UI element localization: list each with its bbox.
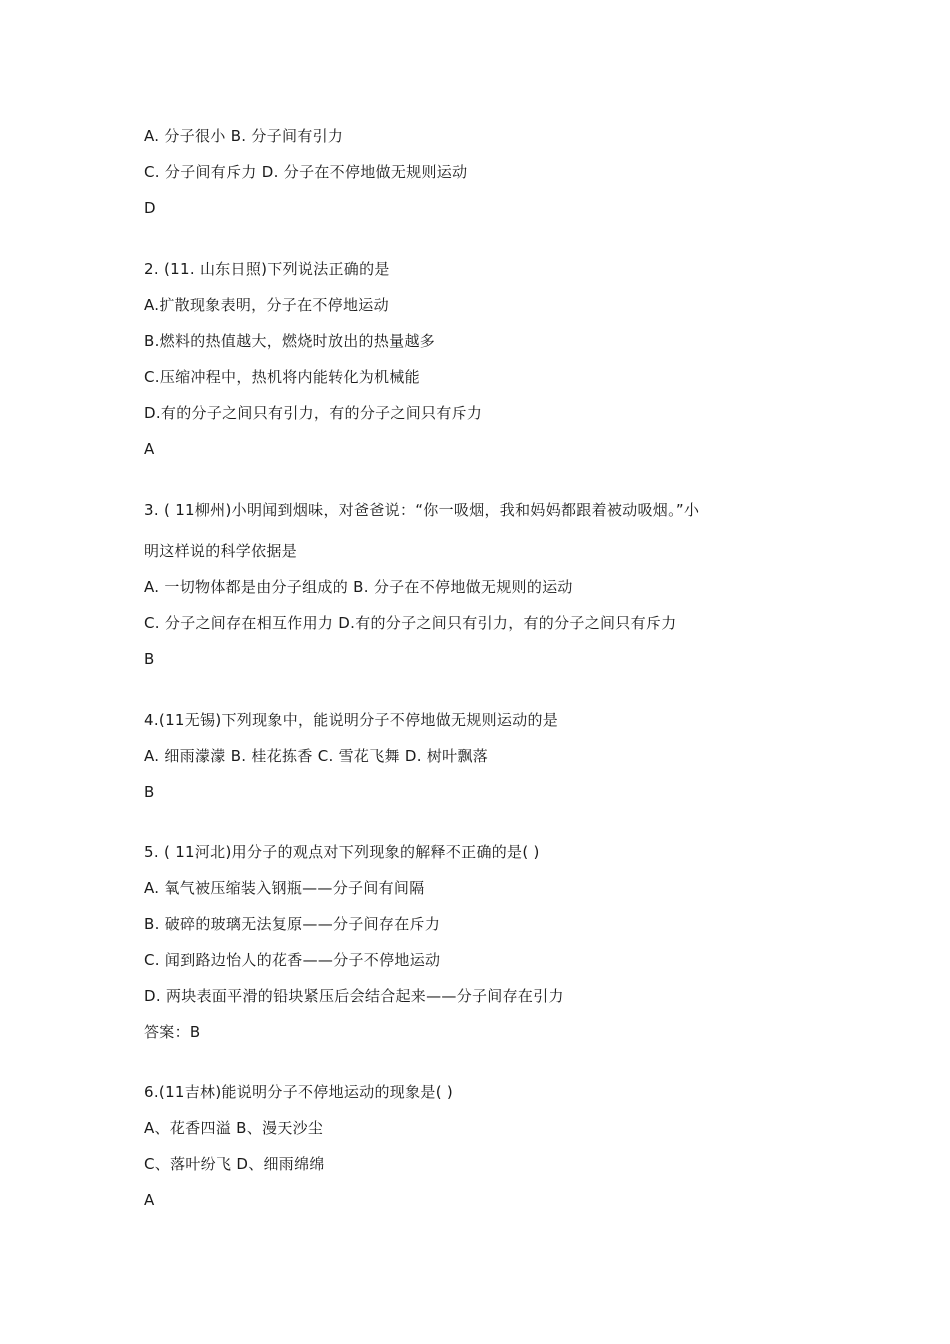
q2-option-d: D.有的分子之间只有引力，有的分子之间只有斥力 [144,404,483,422]
q2-option-b: B.燃料的热值越大，燃烧时放出的热量越多 [144,332,436,350]
q3-stem-line2: 明这样说的科学依据是 [144,542,298,560]
q6-options-cd: C、落叶纷飞 D、细雨绵绵 [144,1155,325,1173]
q4-stem: 4.(11无锡)下列现象中，能说明分子不停地做无规则运动的是 [144,711,559,729]
q4-answer: B [144,783,155,801]
q5-answer: 答案：B [144,1023,201,1041]
q2-answer: A [144,440,155,458]
q5-option-d: D. 两块表面平滑的铅块紧压后会结合起来——分子间存在引力 [144,987,564,1005]
q3-options-cd: C. 分子之间存在相互作用力 D.有的分子之间只有引力，有的分子之间只有斥力 [144,614,677,632]
q6-stem: 6.(11吉林)能说明分子不停地运动的现象是( ) [144,1083,454,1101]
q1-options-cd: C. 分子间有斥力 D. 分子在不停地做无规则运动 [144,163,468,181]
q3-answer: B [144,650,155,668]
q2-option-c: C.压缩冲程中，热机将内能转化为机械能 [144,368,420,386]
q4-options: A. 细雨濛濛 B. 桂花拣香 C. 雪花飞舞 D. 树叶飘落 [144,747,489,765]
q5-option-b: B. 破碎的玻璃无法复原——分子间存在斥力 [144,915,441,933]
q5-option-a: A. 氧气被压缩装入钢瓶——分子间有间隔 [144,879,425,897]
q6-answer: A [144,1191,155,1209]
q5-option-c: C. 闻到路边怡人的花香——分子不停地运动 [144,951,441,969]
q6-options-ab: A、花香四溢 B、漫天沙尘 [144,1119,324,1137]
q3-options-ab: A. 一切物体都是由分子组成的 B. 分子在不停地做无规则的运动 [144,578,573,596]
q3-stem-line1: 3. ( 11柳州)小明闻到烟味，对爸爸说：“你一吸烟，我和妈妈都跟着被动吸烟。”小 [144,501,700,519]
q1-answer: D [144,199,156,217]
q2-stem: 2. (11. 山东日照)下列说法正确的是 [144,260,390,278]
q2-option-a: A.扩散现象表明，分子在不停地运动 [144,296,389,314]
q1-options-ab: A. 分子很小 B. 分子间有引力 [144,127,344,145]
q5-stem: 5. ( 11河北)用分子的观点对下列现象的解释不正确的是( ) [144,843,540,861]
